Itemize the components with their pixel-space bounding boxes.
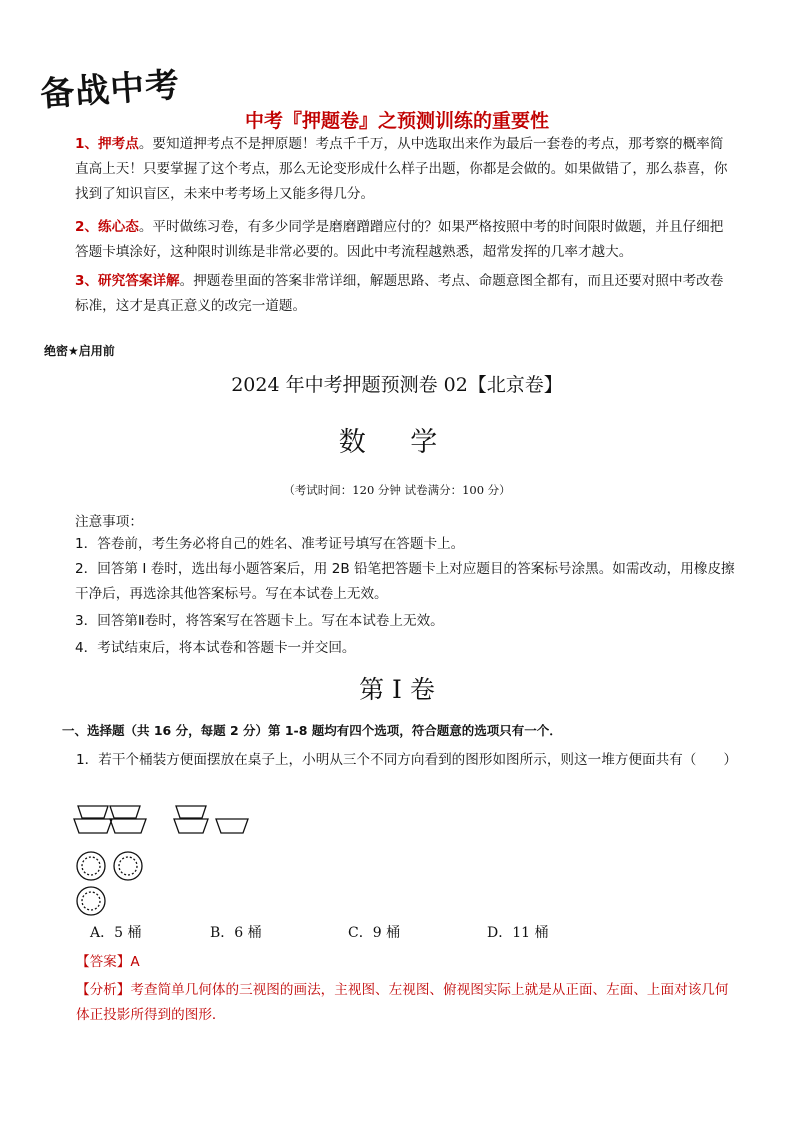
time-info: （考试时间：120 分钟 试卷满分：100 分） (283, 483, 511, 497)
subject-title: 数 学 (338, 427, 456, 458)
tip-3-text: 。押题卷里面的答案非常详细，解题思路、考点、命题意图全都有，而且还要对照中考改卷标准，这才是真正意义的改完一道题。 (75, 273, 724, 314)
front-view-bowl (78, 806, 108, 818)
tip-3 (75, 269, 735, 319)
top-view-circle (77, 852, 105, 880)
note-item-4: 4．考试结束后，将本试卷和答题卡一并交回。 (75, 640, 356, 656)
tip-2 (75, 215, 735, 265)
top-view-circle-inner (82, 892, 100, 910)
question-section-header: 一、选择题（共 16 分，每题 2 分）第 1-8 题均有四个选项，符合题意的选项只有一个． (62, 723, 562, 738)
secret-mark: 绝密★启用前 (44, 344, 115, 358)
front-view-bowl (110, 806, 140, 818)
tip-2-text: 。平时做练习卷，有多少同学是磨磨蹭蹭应付的？如果严格按照中考的时间限时做题，并且仔细把答题卡填涂好，这种限时训练是非常必要的。因此中考流程越熟悉，超常发挥的几率才越大。 (75, 219, 724, 260)
top-view-circle (77, 887, 105, 915)
logo-text: 备战中考 (39, 65, 182, 115)
front-view-bowl (110, 819, 146, 833)
note-item-1: 1．答卷前，考生务必将自己的姓名、准考证号填写在答题卡上。 (75, 536, 465, 552)
exam-title: 2024 年中考押题预测卷 02【北京卷】 (231, 374, 563, 396)
option-d: D．11 桶 (487, 925, 549, 941)
note-item-3: 3．回答第Ⅱ卷时，将答案写在答题卡上。写在本试卷上无效。 (75, 613, 444, 629)
left-view-bowl (216, 819, 248, 833)
tip-1-lead: 1、押考点 (75, 136, 139, 152)
tip-3-lead: 3、研究答案详解 (75, 273, 180, 289)
tip-1 (75, 132, 735, 207)
tip-1-text: 。要知道押考点不是押原题！考点千千万，从中选取出来作为最后一套卷的考点，那考察的概率简直高上天！只要掌握了这个考点，那么无论变形成什么样子出题，你都是会做的。如果做错了，那么恭喜，你找到了知识盲区，未来中考考场上又能多得几分。 (75, 136, 728, 202)
banner-title: 中考『押题卷』之预测训练的重要性 (244, 110, 549, 132)
analysis (76, 978, 736, 1028)
top-view-circle-inner (119, 857, 137, 875)
section-title: 第 I 卷 (359, 675, 435, 704)
answer (76, 950, 140, 970)
top-view-circle (114, 852, 142, 880)
note-item-2: 2．回答第 I 卷时，选出每小题答案后，用 2B 铅笔把答题卡上对应题目的答案标号涂黑。如需改动，用橡皮擦干净后，再选涂其他答案标号。写在本试卷上无效。 (75, 561, 735, 602)
option-b: B．6 桶 (210, 925, 262, 941)
analysis-text: 考查简单几何体的三视图的画法，主视图、左视图、俯视图实际上就是从正面、左面、上面对该几何体正投影所得到的图形． (76, 982, 729, 1023)
top-view-circle-inner (82, 857, 100, 875)
notes-heading: 注意事项： (75, 514, 143, 530)
analysis-label: 【分析】 (76, 982, 131, 998)
left-view-bowl (176, 806, 206, 818)
answer-value: A (130, 954, 140, 970)
front-view-bowl (74, 819, 112, 833)
option-c: C．9 桶 (348, 925, 401, 941)
question-1-text: 1．若干个桶装方便面摆放在桌子上，小明从三个不同方向看到的图形如图所示，则这一堆方便面共有（ ） (76, 752, 738, 768)
tip-2-lead: 2、练心态 (75, 219, 139, 235)
answer-label: 【答案】 (76, 954, 131, 970)
option-a: A．5 桶 (90, 925, 142, 941)
left-view-bowl (174, 819, 208, 833)
three-view-figure (70, 800, 260, 920)
